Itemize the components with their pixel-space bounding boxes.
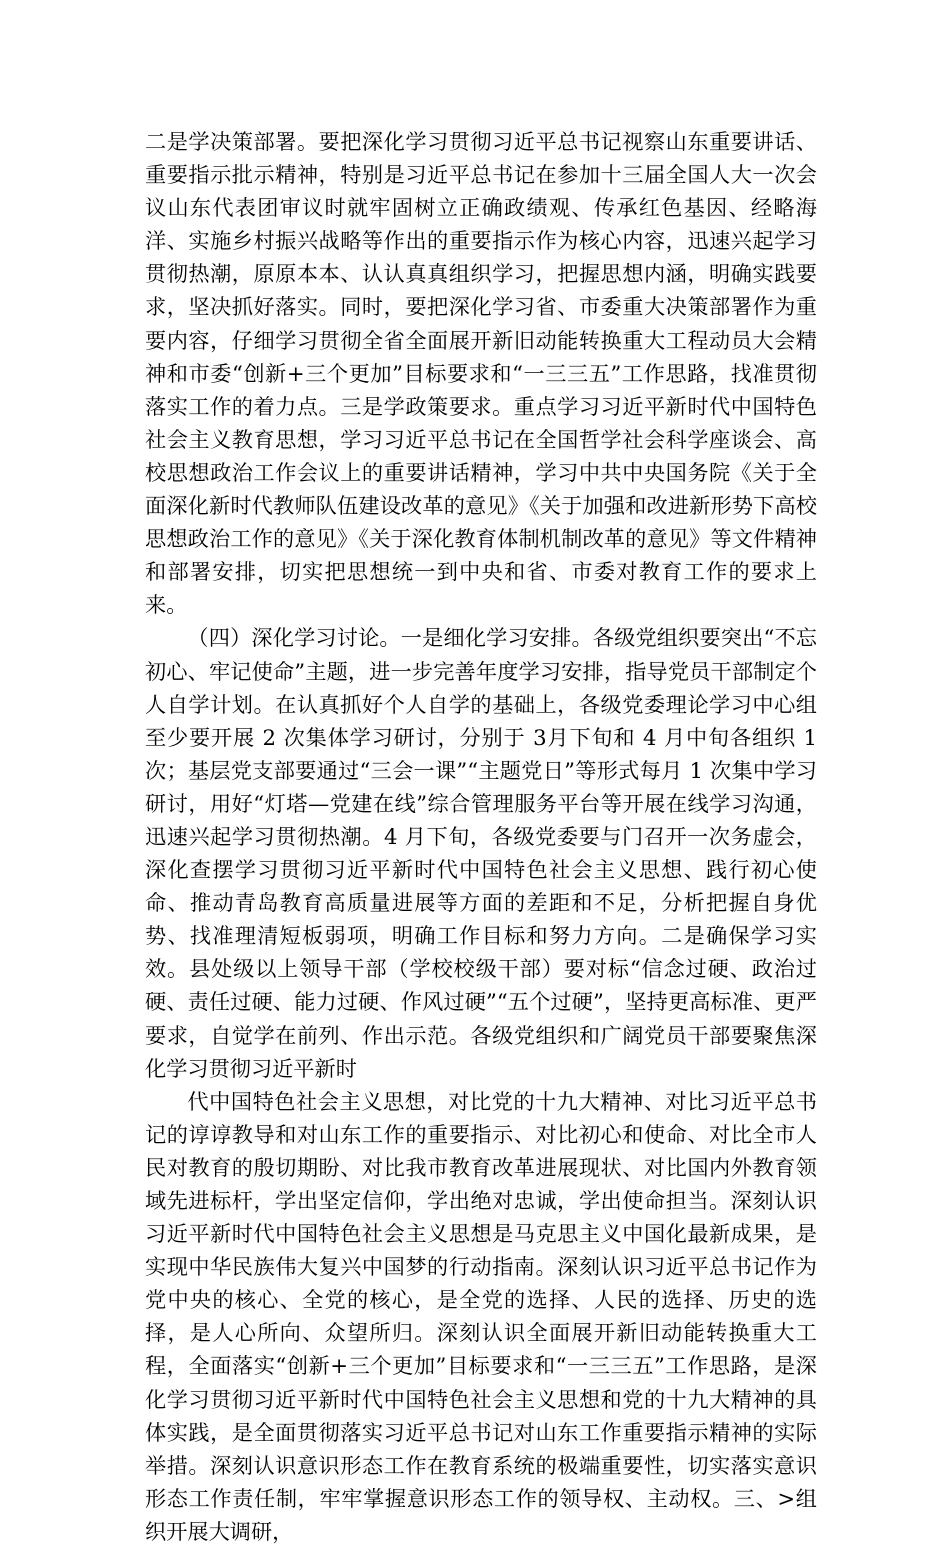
paragraph-deep-understanding: 代中国特色社会主义思想，对比党的十九大精神、对比习近平总书记的谆谆教导和对山东工作的重要指示、对比初心和使命、对比全市人民对教育的殷切期盼、对比我市教育改革进展现状、对比国内外教育领域先进标杆，学出坚定信仰，学出绝对忠诚，学出使命担当。深刻认识习近平新时代中国特色社会主义思想是马克思主义中国化最新成果，是实现中华民族伟大复兴中国梦的行动指南。深刻认识习近平总书记作为党中央的核心、全党的核心，是全党的选择、人民的选择、历史的选择，是人心所向、众望所归。深刻认识全面展开新旧动能转换重大工程，全面落实“创新+三个更加”目标要求和“一三三五”工作思路，是深化学习贯彻习近平新时代中国特色社会主义思想和党的十九大精神的具体实践，是全面贯彻落实习近平总书记对山东工作重要指示精神的实际举措。深刻认识意识形态工作在教育系统的极端重要性，切实落实意识形态工作责任制，牢牢掌握意识形态工作的领导权、主动权。三、>组织开展大调研， xyxy=(145,1088,817,1544)
paragraph-study-discussion: （四）深化学习讨论。一是细化学习安排。各级党组织要突出“不忘初心、牢记使命”主题，进一步完善年度学习安排，指导党员干部制定个人自学计划。在认真抓好个人自学的基础上，各级党委理论学习中心组至少要开展 2 次集体学习研讨，分别于 3月下旬和 4 月中旬各组织 1 次；基层党支部要通过“三会一课”“主题党日”等形式每月 1 次集中学习研讨，用好“灯塔—党建在线”综合管理服务平台等开展在线学习沟通，迅速兴起学习贯彻热潮。4 月下旬，各级党委要与门召开一次务虚会，深化查摆学习贯彻习近平新时代中国特色社会主义思想、践行初心使命、推动青岛教育高质量进展等方面的差距和不足，分析把握自身优势、找准理清短板弱项，明确工作目标和努力方向。二是确保学习实效。县处级以上领导干部（学校校级干部）要对标“信念过硬、政治过硬、责任过硬、能力过硬、作风过硬”“五个过硬”，坚持更高标准、更严要求，自觉学在前列、作出示范。各级党组织和广阔党员干部要聚焦深化学习贯彻习近平新时 xyxy=(145,625,817,1081)
document-page xyxy=(145,125,817,1548)
paragraph-decision-deployment: 二是学决策部署。要把深化学习贯彻习近平总书记视察山东重要讲话、重要指示批示精神，特别是习近平总书记在参加十三届全国人大一次会议山东代表团审议时就牢固树立正确政绩观、传承红色基因、经略海洋、实施乡村振兴战略等作出的重要指示作为核心内容，迅速兴起学习贯彻热潮，原原本本、认认真真组织学习，把握思想内涵，明确实践要求，坚决抓好落实。同时，要把深化学习省、市委重大决策部署作为重要内容，仔细学习贯彻全省全面展开新旧动能转换重大工程动员大会精神和市委“创新+三个更加”目标要求和“一三三五”工作思路，找准贯彻落实工作的着力点。三是学政策要求。重点学习习近平新时代中国特色社会主义教育思想，学习习近平总书记在全国哲学社会科学座谈会、高校思想政治工作会议上的重要讲话精神，学习中共中央国务院《关于全面深化新时代教师队伍建设改革的意见》《关于加强和改进新形势下高校思想政治工作的意见》《关于深化教育体制机制改革的意见》等文件精神和部署安排，切实把思想统一到中央和省、市委对教育工作的要求上来。 xyxy=(145,129,817,618)
